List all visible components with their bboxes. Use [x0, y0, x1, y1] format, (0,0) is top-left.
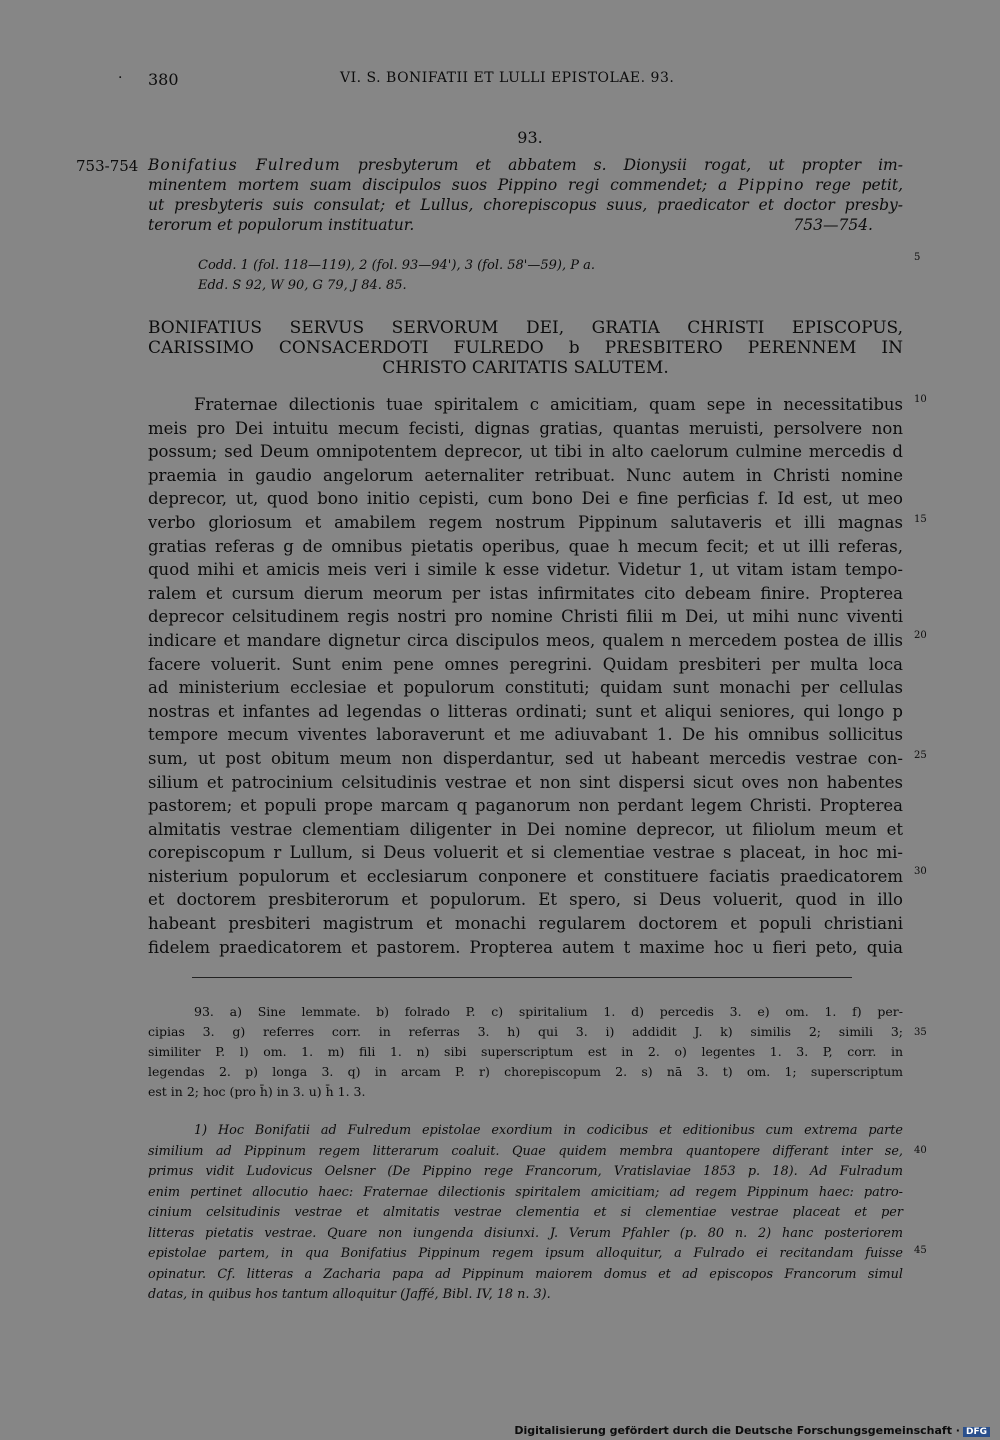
body-line: verbo gloriosum et amabilem regem nostrum Pippinum salutaveris et illi magnas — [148, 512, 903, 532]
margin-line-number: 15 — [914, 514, 927, 525]
body-line: indicare et mandare dignetur circa discipulos meos, qualem n mercedem postea de illis — [148, 630, 903, 650]
body-line: et doctorem presbiterorum et populorum. Et spero, si Deus voluerit, quod in illo — [148, 890, 903, 910]
letter-summary — [148, 155, 903, 235]
salutation — [148, 318, 903, 378]
salutation-line: BONIFATIUS SERVUS SERVORUM DEI, GRATIA CHRISTI EPISCOPUS, — [148, 318, 903, 338]
body-line: habeant presbiteri magistrum et monachi regularem doctorem et populi christiani — [148, 914, 903, 934]
apparatus-line: 93. a) Sine lemmate. b) folrado P. c) spiritalium 1. d) percedis 3. e) om. 1. f) per- — [194, 1004, 903, 1019]
body-line: almitatis vestrae clementiam diligenter in Dei nomine deprecor, ut filiolum meum et — [148, 819, 903, 839]
summary-line — [148, 215, 903, 235]
margin-line-number: 20 — [914, 630, 927, 641]
body-line: deprecor, ut, quod bono initio cepisti, cum bono Dei e fine perficias f. Id est, ut meo — [148, 489, 903, 509]
summary-line — [148, 175, 903, 195]
commentary-line: epistolae partem, in qua Bonifatius Pippinum regem ipsum alloquitur, a Fulrado ei recitandam fuisse — [148, 1246, 903, 1261]
commentary-line: primus vidit Ludovicus Oelsner (De Pippino rege Francorum, Vratislaviae 1853 p. 18). Ad Fulradum — [148, 1164, 903, 1179]
summary-line — [148, 195, 903, 215]
apparatus-line: cipias 3. g) referres corr. in referras 3. h) qui 3. i) addidit J. k) similis 2; simili 3; — [148, 1024, 903, 1039]
summary-text: ut presbyteris suis consulat; et Lullus, chorepiscopus suus, praedicator et doctor presby- — [148, 196, 903, 214]
margin-line-number: 30 — [914, 866, 927, 877]
salutation-line: CHRISTO CARITATIS SALUTEM. — [382, 358, 669, 378]
margin-line-number: 10 — [914, 394, 927, 405]
commentary-line: datas, in quibus hos tantum alloquitur (Jaffé, Bibl. IV, 18 n. 3). — [148, 1287, 551, 1302]
summary-line — [148, 155, 903, 175]
body-line: sum, ut post obitum meum non disperdantur, sed ut habeant mercedis vestrae con- — [148, 748, 903, 768]
commentary-line: opinatur. Cf. litteras a Zacharia papa ad Pippinum maiorem domus et ad episcopos Francorum simul — [148, 1266, 903, 1282]
body-line: tempore mecum viventes laboraverunt et me adiuvabant 1. De his omnibus sollicitus — [148, 725, 903, 745]
manuscript-sigla — [198, 256, 595, 296]
apparatus-line: similiter P. l) om. 1. m) fili 1. n) sibi superscriptum est in 2. o) legentes 1. 3. P, corr. in — [148, 1044, 903, 1059]
summary-name: Pippino — [737, 176, 805, 194]
summary-date: 753—754. — [793, 216, 873, 234]
commentary-notes — [148, 1121, 903, 1306]
letter-body — [148, 393, 903, 959]
letter-number: 93. — [517, 128, 543, 147]
body-line: nostras et infantes ad legendas o litteras ordinati; sunt et aliqui seniores, qui longo p — [148, 701, 903, 721]
body-line: nisterium populorum et ecclesiarum conponere et constituere faciatis praedicatorem — [148, 866, 903, 886]
commentary-line: cinium celsitudinis vestrae et almitatis vestrae clementia et si clementiae vestrae placeat et per — [148, 1205, 903, 1220]
body-line: pastorem; et populi prope marcam q paganorum non perdant legem Christi. Propterea — [148, 796, 903, 816]
commentary-line: litteras pietatis vestrae. Quare non iungenda disiunxi. J. Verum Pfahler (p. 80 n. 2) hanc posteriorem — [148, 1225, 903, 1241]
body-line: praemia in gaudio angelorum aeternaliter retribuat. Nunc autem in Christi nomine — [148, 465, 903, 485]
summary-name: Bonifatius Fulredum — [148, 156, 341, 174]
margin-line-number: 5 — [914, 252, 921, 263]
commentary-line: similium ad Pippinum regem litterarum coaluit. Quae quidem membra quantopere differant inter se, — [148, 1143, 903, 1159]
margin-line-number: 35 — [914, 1027, 927, 1038]
apparatus-line: est in 2; hoc (pro h̄) in 3. u) h̄ 1. 3. — [148, 1084, 366, 1099]
dfg-logo-icon: DFG — [963, 1427, 990, 1437]
header-dot: · — [118, 70, 123, 86]
codices-line: Codd. 1 (fol. 118—119), 2 (fol. 93—94'), 3 (fol. 58'—59), P a. — [198, 258, 596, 273]
running-head: VI. S. BONIFATII ET LULLI EPISTOLAE. 93. — [340, 70, 675, 86]
body-line: deprecor celsitudinem regis nostri pro nomine Christi filii m Dei, ut mihi nunc viventi — [148, 607, 903, 627]
body-line: fidelem praedicatorem et pastorem. Propterea autem t maxime hoc u fieri peto, quia — [148, 937, 903, 957]
margin-line-number: 40 — [914, 1145, 927, 1156]
body-line: corepiscopum r Lullum, si Deus voluerit et si clementiae vestrae s placeat, in hoc mi- — [148, 843, 903, 863]
body-line: Fraternae dilectionis tuae spiritalem c amicitiam, quam sepe in necessitatibus — [194, 395, 903, 414]
summary-text: rege petit, — [804, 176, 904, 194]
summary-text: minentem mortem suam discipulos suos Pippino regi commendet; a — [148, 176, 738, 194]
body-line: silium et patrocinium celsitudinis vestrae et non sint dispersi sicut oves non habentes — [148, 772, 903, 792]
commentary-line: enim pertinet allocutio haec: Fraternae dilectionis spiritalem amicitiam; ad regem Pippinum haec: patro- — [148, 1184, 903, 1200]
editions-line: Edd. S 92, W 90, G 79, J 84. 85. — [198, 278, 407, 293]
body-line: quod mihi et amicis meis veri i simile k esse videtur. Videtur 1, ut vitam istam tempo- — [148, 560, 903, 580]
salutation-line: CARISSIMO CONSACERDOTI FULREDO b PRESBITERO PERENNEM IN — [148, 338, 903, 358]
body-line: ralem et cursum dierum meorum per istas infirmitates cito debeam finire. Propterea — [148, 583, 903, 603]
footnote-rule — [192, 977, 852, 978]
body-line: facere voluerit. Sunt enim pene omnes peregrini. Quidam presbiteri per multa loca — [148, 654, 903, 674]
date-margin: 753-754 — [76, 157, 139, 175]
margin-line-number: 25 — [914, 750, 927, 761]
critical-apparatus — [148, 1002, 903, 1102]
body-line: ad ministerium ecclesiae et populorum constituti; quidam sunt monachi per cellulas — [148, 678, 903, 698]
body-line: possum; sed Deum omnipotentem deprecor, ut tibi in alto caelorum culmine mercedis d — [148, 442, 903, 462]
summary-text: presbyterum et abbatem s. Dionysii rogat, ut propter im- — [340, 156, 903, 174]
commentary-line: 1) Hoc Bonifatii ad Fulredum epistolae exordium in codicibus et editionibus cum extrema parte — [194, 1123, 903, 1138]
credit-text: Digitalisierung gefördert durch die Deutsche Forschungsgemeinschaft · — [514, 1424, 960, 1437]
summary-text: terorum et populorum instituatur. — [148, 216, 415, 234]
digitization-credit — [514, 1424, 990, 1437]
margin-line-number: 45 — [914, 1245, 927, 1256]
body-line: gratias referas g de omnibus pietatis operibus, quae h mecum fecit; et ut illi referas, — [148, 536, 903, 556]
apparatus-line: legendas 2. p) longa 3. q) in arcam P. r) chorepiscopum 2. s) nā 3. t) om. 1; superscriptum — [148, 1064, 903, 1079]
body-line: meis pro Dei intuitu mecum fecisti, dignas gratias, quantas meruisti, persolvere non — [148, 418, 903, 438]
page-number: 380 — [148, 70, 179, 89]
